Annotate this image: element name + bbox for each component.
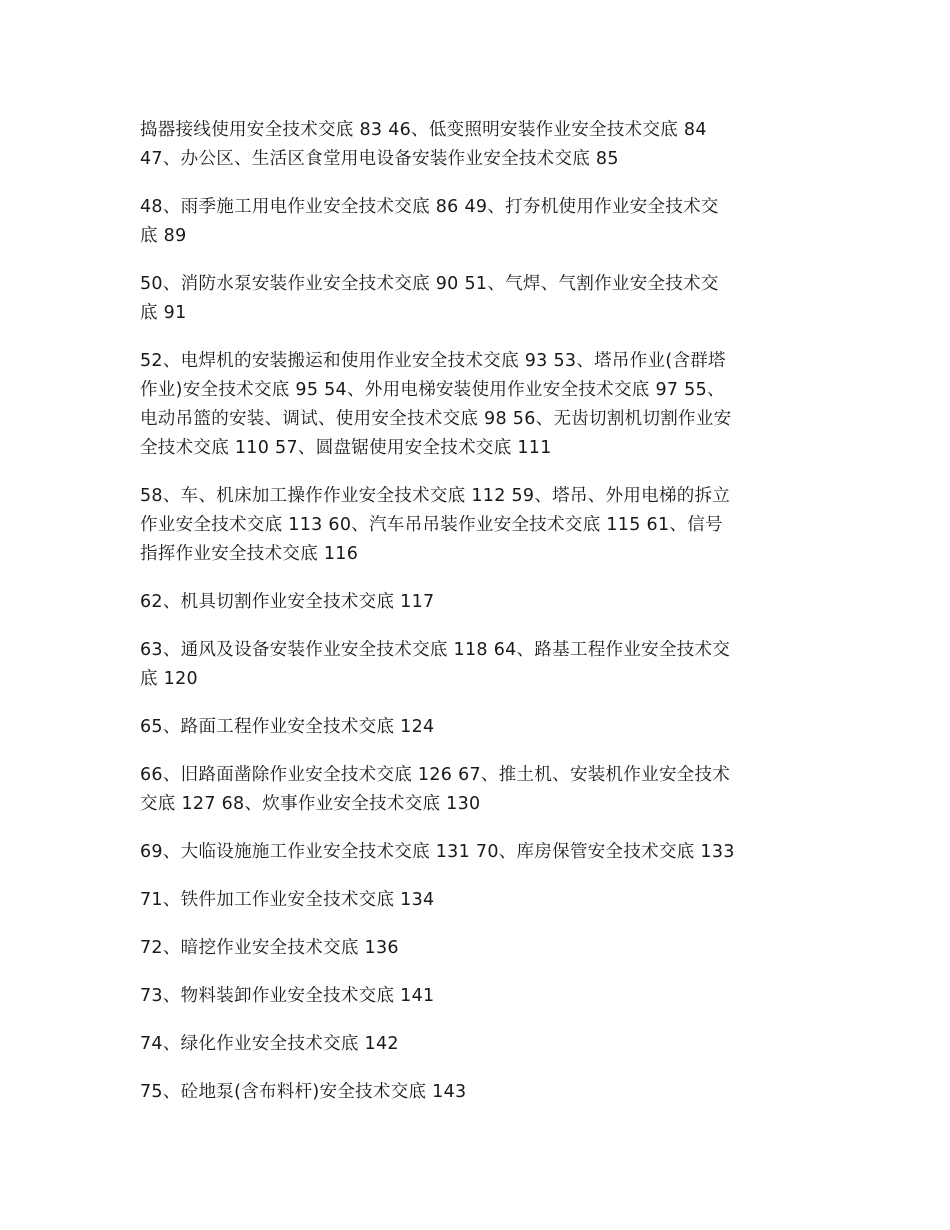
toc-paragraph xyxy=(140,886,820,915)
toc-line: 全技术交底 110 57、圆盘锯使用安全技术交底 111 xyxy=(140,438,552,458)
toc-paragraph xyxy=(140,1078,820,1107)
toc-paragraph xyxy=(140,838,820,867)
toc-body xyxy=(140,116,820,1126)
toc-line: 捣器接线使用安全技术交底 83 46、低变照明安装作业安全技术交底 84 xyxy=(140,120,707,140)
toc-paragraph xyxy=(140,116,820,174)
toc-paragraph xyxy=(140,713,820,742)
toc-line: 75、砼地泵(含布料杆)安全技术交底 143 xyxy=(140,1082,467,1102)
toc-paragraph xyxy=(140,934,820,963)
toc-line: 65、路面工程作业安全技术交底 124 xyxy=(140,717,435,737)
toc-line: 底 91 xyxy=(140,303,187,323)
toc-line: 作业)安全技术交底 95 54、外用电梯安装使用作业安全技术交底 97 55、 xyxy=(140,380,725,400)
toc-line: 底 89 xyxy=(140,226,187,246)
toc-paragraph xyxy=(140,636,820,694)
toc-line: 72、暗挖作业安全技术交底 136 xyxy=(140,938,399,958)
toc-paragraph xyxy=(140,482,820,569)
toc-paragraph xyxy=(140,761,820,819)
toc-line: 50、消防水泵安装作业安全技术交底 90 51、气焊、气割作业安全技术交 xyxy=(140,274,719,294)
toc-line: 指挥作业安全技术交底 116 xyxy=(140,544,359,564)
toc-paragraph xyxy=(140,588,820,617)
toc-line: 63、通风及设备安装作业安全技术交底 118 64、路基工程作业安全技术交 xyxy=(140,640,731,660)
toc-line: 73、物料装卸作业安全技术交底 141 xyxy=(140,986,435,1006)
toc-line: 69、大临设施施工作业安全技术交底 131 70、库房保管安全技术交底 133 xyxy=(140,842,735,862)
toc-line: 作业安全技术交底 113 60、汽车吊吊装作业安全技术交底 115 61、信号 xyxy=(140,515,723,535)
toc-line: 电动吊篮的安装、调试、使用安全技术交底 98 56、无齿切割机切割作业安 xyxy=(140,409,732,429)
toc-line: 52、电焊机的安装搬运和使用作业安全技术交底 93 53、塔吊作业(含群塔 xyxy=(140,351,726,371)
toc-line: 71、铁件加工作业安全技术交底 134 xyxy=(140,890,435,910)
toc-line: 48、雨季施工用电作业安全技术交底 86 49、打夯机使用作业安全技术交 xyxy=(140,197,719,217)
toc-paragraph xyxy=(140,193,820,251)
toc-line: 47、办公区、生活区食堂用电设备安装作业安全技术交底 85 xyxy=(140,149,619,169)
toc-line: 66、旧路面凿除作业安全技术交底 126 67、推土机、安装机作业安全技术 xyxy=(140,765,731,785)
toc-line: 58、车、机床加工操作作业安全技术交底 112 59、塔吊、外用电梯的拆立 xyxy=(140,486,731,506)
toc-paragraph xyxy=(140,982,820,1011)
toc-paragraph xyxy=(140,347,820,463)
toc-paragraph xyxy=(140,270,820,328)
toc-line: 底 120 xyxy=(140,669,198,689)
toc-paragraph xyxy=(140,1030,820,1059)
toc-line: 交底 127 68、炊事作业安全技术交底 130 xyxy=(140,794,481,814)
toc-line: 74、绿化作业安全技术交底 142 xyxy=(140,1034,399,1054)
toc-line: 62、机具切割作业安全技术交底 117 xyxy=(140,592,435,612)
